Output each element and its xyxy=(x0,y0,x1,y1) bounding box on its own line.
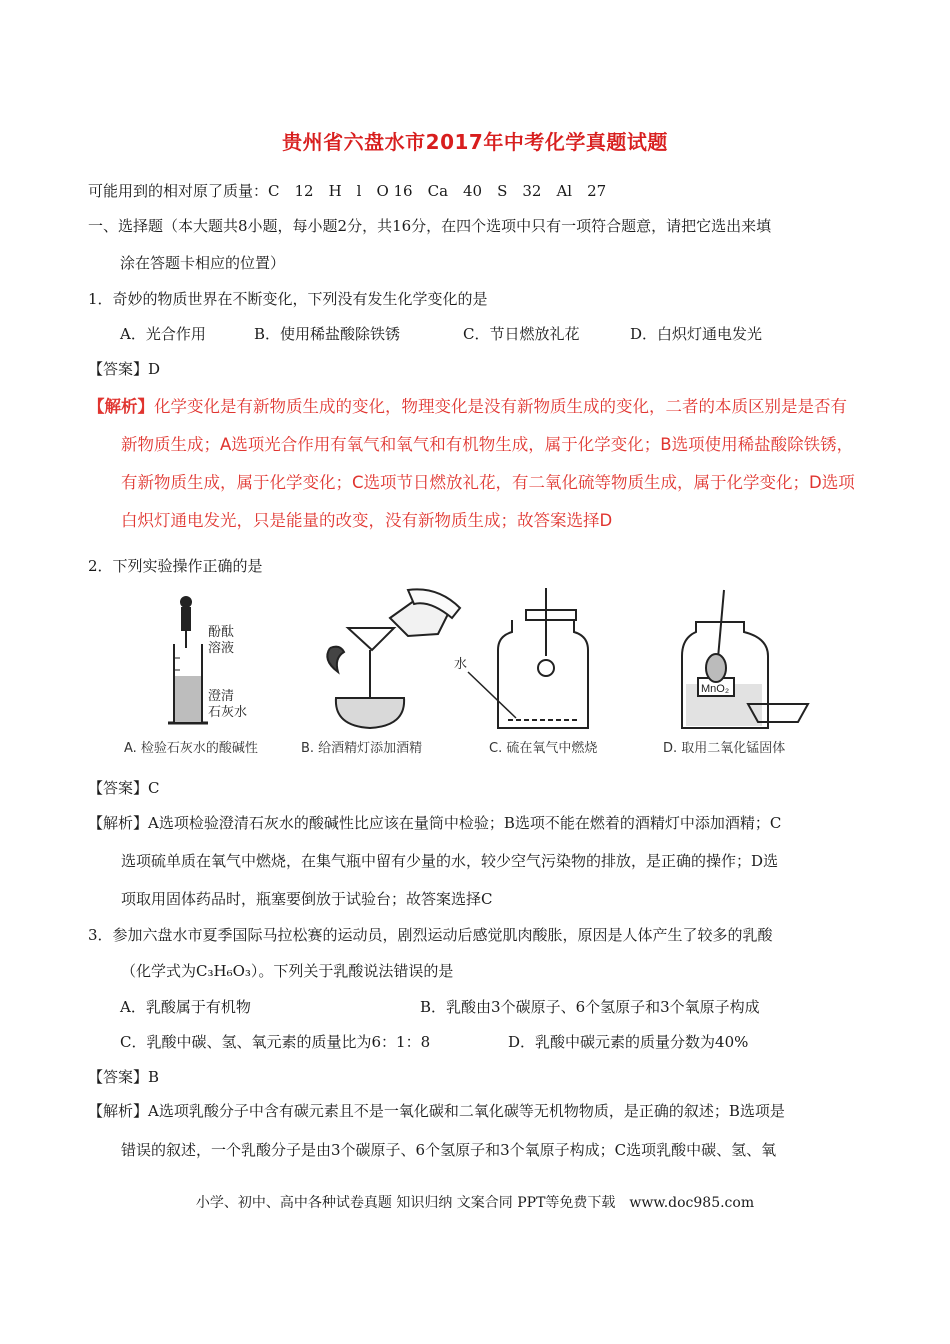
q3-option-c: C．乳酸中碳、氢、氧元素的质量比为6：1：8 xyxy=(120,1033,431,1051)
q3-option-d: D．乳酸中碳元素的质量分数为40% xyxy=(508,1033,749,1051)
q3-analysis-line1: 【解析】A选项乳酸分子中含有碳元素且不是一氧化碳和二氧化碳等无机物物质，是正确的叙述；B选项是 xyxy=(88,1102,785,1120)
gas-bottle xyxy=(468,588,588,728)
page-footer: 小学、初中、高中各种试卷真题 知识归纳 文案合同 PPT等免费下载 www.doc985.com xyxy=(195,1195,755,1211)
q3-answer: 【答案】B xyxy=(88,1068,160,1086)
q3-option-a: A．乳酸属于有机物 xyxy=(120,998,251,1016)
q2-analysis-line1: 【解析】A选项检验澄清石灰水的酸碱性比应该在量筒中检验；B选项不能在燃着的酒精灯中添加酒精；C xyxy=(88,814,782,832)
q1-option-d: D．白炽灯通电发光 xyxy=(630,325,763,343)
atomic-masses: 可能用到的相对原了质量：C 12 H l O 16 Ca 40 S 32 Al 27 xyxy=(88,182,607,200)
dropper-and-cylinder xyxy=(168,597,208,723)
q2-figure xyxy=(108,588,838,760)
label-mno2: MnO₂ xyxy=(701,683,730,695)
q3-analysis-line2: 错误的叙述，一个乳酸分子是由3个碳原子、6个氢原子和3个氧原子构成；C选项乳酸中碳、氢、氧 xyxy=(121,1141,777,1159)
q1-answer: 【答案】D xyxy=(88,360,161,378)
reagent-bottle xyxy=(682,590,808,728)
q2-analysis-line2: 选项硫单质在氧气中燃烧，在集气瓶中留有少量的水，较少空气污染物的排放，是正确的操作；D选 xyxy=(121,852,779,870)
q1-analysis-line3: 有新物质生成，属于化学变化；C选项节日燃放礼花，有二氧化硫等物质生成，属于化学变化；D选项 xyxy=(121,473,855,492)
q1-analysis-line4: 白炽灯通电发光，只是能量的改变，没有新物质生成；故答案选择D xyxy=(121,511,613,530)
page-title: 贵州省六盘水市2017年中考化学真题试题 xyxy=(282,130,668,154)
q1-option-a: A．光合作用 xyxy=(120,325,206,343)
q2-caption-b: B. 给酒精灯添加酒精 xyxy=(301,741,423,756)
q3-option-b: B．乳酸由3个碳原子、6个氢原子和3个氧原子构成 xyxy=(420,998,760,1016)
q1-analysis-text1: 化学变化是有新物质生成的变化，物理变化是没有新物质生成的变化，二者的本质区别是是否有 xyxy=(154,397,847,416)
q3-stem-line1: 3．参加六盘水市夏季国际马拉松赛的运动员，剧烈运动后感觉肌肉酸胀，原因是人体产生了较多的乳酸 xyxy=(88,926,773,944)
section-heading-line1: 一、选择题（本大题共8小题，每小题2分，共16分，在四个选项中只有一项符合题意，请把它选出来填 xyxy=(88,217,772,235)
q2-caption-a: A. 检验石灰水的酸碱性 xyxy=(124,741,258,756)
q2-stem: 2．下列实验操作正确的是 xyxy=(88,557,263,575)
section-heading-line2: 涂在答题卡相应的位置） xyxy=(120,254,286,272)
label-water: 水 xyxy=(454,656,468,671)
q1-analysis-tag: 【解析】 xyxy=(88,397,154,416)
q1-stem: 1．奇妙的物质世界在不断变化，下列没有发生化学变化的是 xyxy=(88,290,488,308)
q2-experiment-illustration xyxy=(108,588,838,760)
q1-analysis-line2: 新物质生成；A选项光合作用有氧气和氧气和有机物生成，属于化学变化；B选项使用稀盐酸除铁锈， xyxy=(121,435,854,454)
label-limewater-2: 石灰水 xyxy=(208,704,248,719)
alcohol-lamp xyxy=(327,589,460,728)
q2-caption-c: C. 硫在氧气中燃烧 xyxy=(489,741,598,756)
q3-stem-line2: （化学式为C₃H₆O₃）。下列关于乳酸说法错误的是 xyxy=(121,962,454,980)
q1-option-c: C．节日燃放礼花 xyxy=(463,325,580,343)
label-phenolphthalein: 酚酞 xyxy=(208,624,235,639)
q2-caption-d: D. 取用二氧化锰固体 xyxy=(663,741,786,756)
label-limewater-1: 澄清 xyxy=(208,688,235,703)
q2-analysis-line3: 项取用固体药品时，瓶塞要倒放于试验台；故答案选择C xyxy=(121,890,493,908)
q1-option-b: B．使用稀盐酸除铁锈 xyxy=(254,325,401,343)
label-solution: 溶液 xyxy=(208,640,235,655)
q1-analysis-line1 xyxy=(88,397,847,417)
q2-answer: 【答案】C xyxy=(88,779,160,797)
